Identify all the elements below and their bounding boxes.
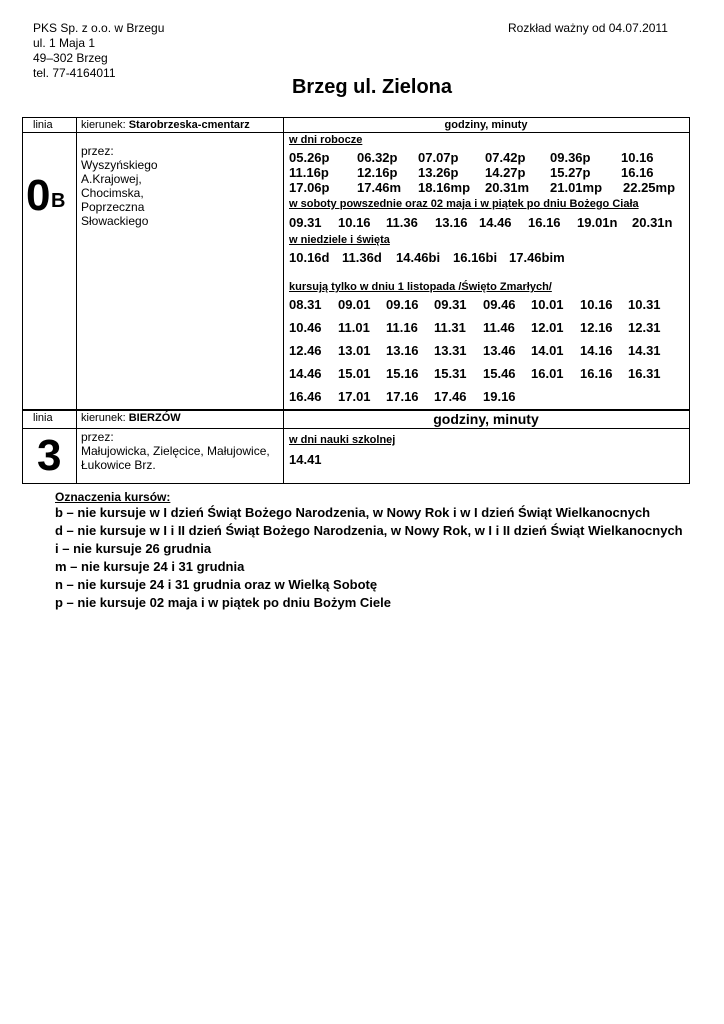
- departure-time: 10.01: [531, 297, 564, 312]
- departure-time: 14.46bi: [396, 250, 441, 265]
- departure-time: 11.46: [483, 320, 515, 335]
- departure-time: 08.31: [289, 297, 322, 312]
- departure-time: 14.46: [479, 215, 512, 230]
- via-stop: A.Krajowej,: [81, 172, 142, 186]
- legend-item: d – nie kursuje w I i II dzień Świąt Bożego Narodzenia, w Nowy Rok, w I i II dzień Świąt Wielkanocnych: [55, 523, 683, 538]
- departure-time: 18.16mp: [418, 180, 471, 195]
- linia-label: linia: [33, 412, 53, 424]
- departure-time: 15.31: [434, 366, 467, 381]
- departure-time: 09.46: [483, 297, 516, 312]
- departure-time: 10.31: [628, 297, 661, 312]
- via-stop: Słowackiego: [81, 214, 149, 228]
- departure-time: 15.27p: [550, 165, 591, 180]
- departure-time: 15.01: [338, 366, 371, 381]
- departure-time: 16.01: [531, 366, 564, 381]
- departure-time: 16.16bi: [453, 250, 498, 265]
- departure-time: 14.41: [289, 452, 322, 467]
- valid-from: Rozkład ważny od 04.07.2011: [508, 21, 668, 35]
- departure-time: 12.31: [628, 320, 661, 335]
- departure-time: 12.46: [289, 343, 322, 358]
- departure-time: 09.31: [434, 297, 467, 312]
- kierunek-label: kierunek:: [81, 119, 126, 131]
- departure-time: 14.46: [289, 366, 322, 381]
- departure-time: 13.26p: [418, 165, 459, 180]
- via-stop: Poprzeczna: [81, 200, 145, 214]
- departure-time: 17.46: [434, 389, 467, 404]
- legend-item: i – nie kursuje 26 grudnia: [55, 541, 212, 556]
- company-info: [33, 21, 164, 81]
- departure-time: 12.16: [580, 320, 613, 335]
- departure-time: 17.01: [338, 389, 371, 404]
- departure-time: 14.31: [628, 343, 661, 358]
- divider: [23, 132, 689, 133]
- departure-time: 17.46bim: [509, 250, 565, 265]
- departure-time: 11.16: [386, 320, 418, 335]
- departure-time: 21.01mp: [550, 180, 603, 195]
- godziny-label: godziny, minuty: [444, 119, 528, 131]
- departure-time: 12.16p: [357, 165, 398, 180]
- section-title: w dni nauki szkolnej: [289, 434, 396, 446]
- departure-time: 13.01: [338, 343, 371, 358]
- legend-item: p – nie kursuje 02 maja i w piątek po dniu Bożym Ciele: [55, 595, 391, 610]
- departure-time: 06.32p: [357, 150, 398, 165]
- section-title: w dni robocze: [289, 134, 363, 146]
- departure-time: 11.36: [386, 215, 418, 230]
- divider: [283, 118, 284, 410]
- company-postal: 49–302 Brzeg: [33, 51, 108, 65]
- divider: [76, 410, 77, 483]
- departure-time: 22.25mp: [623, 180, 676, 195]
- divider: [23, 428, 689, 429]
- linia-label: linia: [33, 119, 53, 131]
- via-stop: Wyszyńskiego: [81, 158, 158, 172]
- via-list: [81, 144, 158, 228]
- legend-item: m – nie kursuje 24 i 31 grudnia: [55, 559, 245, 574]
- departure-time: 11.36d: [342, 250, 382, 265]
- legend-item: n – nie kursuje 24 i 31 grudnia oraz w Wielką Sobotę: [55, 577, 378, 592]
- departure-time: 13.16: [435, 215, 468, 230]
- via-label: przez:: [81, 430, 114, 444]
- departure-time: 10.16: [580, 297, 613, 312]
- kierunek-value: BIERZÓW: [128, 412, 181, 424]
- departure-time: 14.27p: [485, 165, 526, 180]
- departure-time: 14.16: [580, 343, 613, 358]
- departure-time: 13.46: [483, 343, 516, 358]
- route-0b-panel: [22, 117, 690, 411]
- departure-time: 20.31m: [485, 180, 530, 195]
- company-name: PKS Sp. z o.o. w Brzegu: [33, 21, 165, 35]
- departure-time: 15.16: [386, 366, 419, 381]
- via-stop: Łukowice Brz.: [81, 458, 156, 472]
- departure-time: 20.31n: [632, 215, 673, 230]
- departure-time: 14.01: [531, 343, 564, 358]
- departure-time: 16.16: [580, 366, 613, 381]
- line-number-suffix: B: [51, 190, 66, 212]
- departure-time: 07.07p: [418, 150, 459, 165]
- divider: [76, 118, 77, 410]
- via-stop: Małujowicka, Zielęcice, Małujowice,: [81, 444, 270, 458]
- departure-time: 16.46: [289, 389, 322, 404]
- departure-time: 09.01: [338, 297, 371, 312]
- company-street: ul. 1 Maja 1: [33, 36, 96, 50]
- kierunek-value: Starobrzeska-cmentarz: [128, 119, 250, 131]
- kierunek-heading: [81, 119, 250, 132]
- company-phone: tel. 77-4164011: [33, 66, 116, 80]
- departure-time: 11.01: [338, 320, 370, 335]
- section-title: w niedziele i święta: [289, 234, 390, 246]
- departure-time: 17.06p: [289, 180, 330, 195]
- departure-time: 09.36p: [550, 150, 591, 165]
- departure-time: 15.46: [483, 366, 516, 381]
- via-label: przez:: [81, 144, 114, 158]
- departure-time: 10.16d: [289, 250, 330, 265]
- legend-item: b – nie kursuje w I dzień Świąt Bożego Narodzenia, w Nowy Rok i w I dzień Świąt Wielkanocnych: [55, 505, 651, 520]
- section-title: kursują tylko w dniu 1 listopada /Święto Zmarłych/: [289, 281, 552, 293]
- departure-time: 16.16: [528, 215, 561, 230]
- route-3-panel: [22, 409, 690, 484]
- godziny-label: godziny, minuty: [433, 411, 539, 427]
- via-list: [81, 430, 270, 472]
- departure-time: 16.31: [628, 366, 661, 381]
- departure-time: 13.31: [434, 343, 467, 358]
- departure-time: 17.16: [386, 389, 419, 404]
- section-title: w soboty powszednie oraz 02 maja i w piątek po dniu Bożego Ciała: [289, 198, 639, 210]
- departure-time: 16.16: [621, 165, 654, 180]
- kierunek-label: kierunek:: [81, 412, 126, 424]
- departure-time: 11.16p: [289, 165, 329, 180]
- legend-title: Oznaczenia kursów:: [55, 490, 171, 504]
- kierunek-heading: [81, 412, 181, 425]
- departure-time: 19.16: [483, 389, 516, 404]
- line-number: 0: [26, 171, 51, 220]
- via-stop: Chocimska,: [81, 186, 144, 200]
- departure-time: 17.46m: [357, 180, 402, 195]
- departure-time: 05.26p: [289, 150, 330, 165]
- departure-time: 12.01: [531, 320, 564, 335]
- departure-time: 13.16: [386, 343, 419, 358]
- departure-time: 10.16: [338, 215, 371, 230]
- departure-time: 09.16: [386, 297, 419, 312]
- departure-time: 10.16: [621, 150, 654, 165]
- departure-time: 07.42p: [485, 150, 526, 165]
- legend: [55, 490, 683, 612]
- line-number: 3: [37, 431, 62, 480]
- departure-time: 09.31: [289, 215, 322, 230]
- departure-time: 19.01n: [577, 215, 618, 230]
- stop-title: Brzeg ul. Zielona: [291, 76, 453, 98]
- departure-time: 10.46: [289, 320, 322, 335]
- departure-time: 11.31: [434, 320, 466, 335]
